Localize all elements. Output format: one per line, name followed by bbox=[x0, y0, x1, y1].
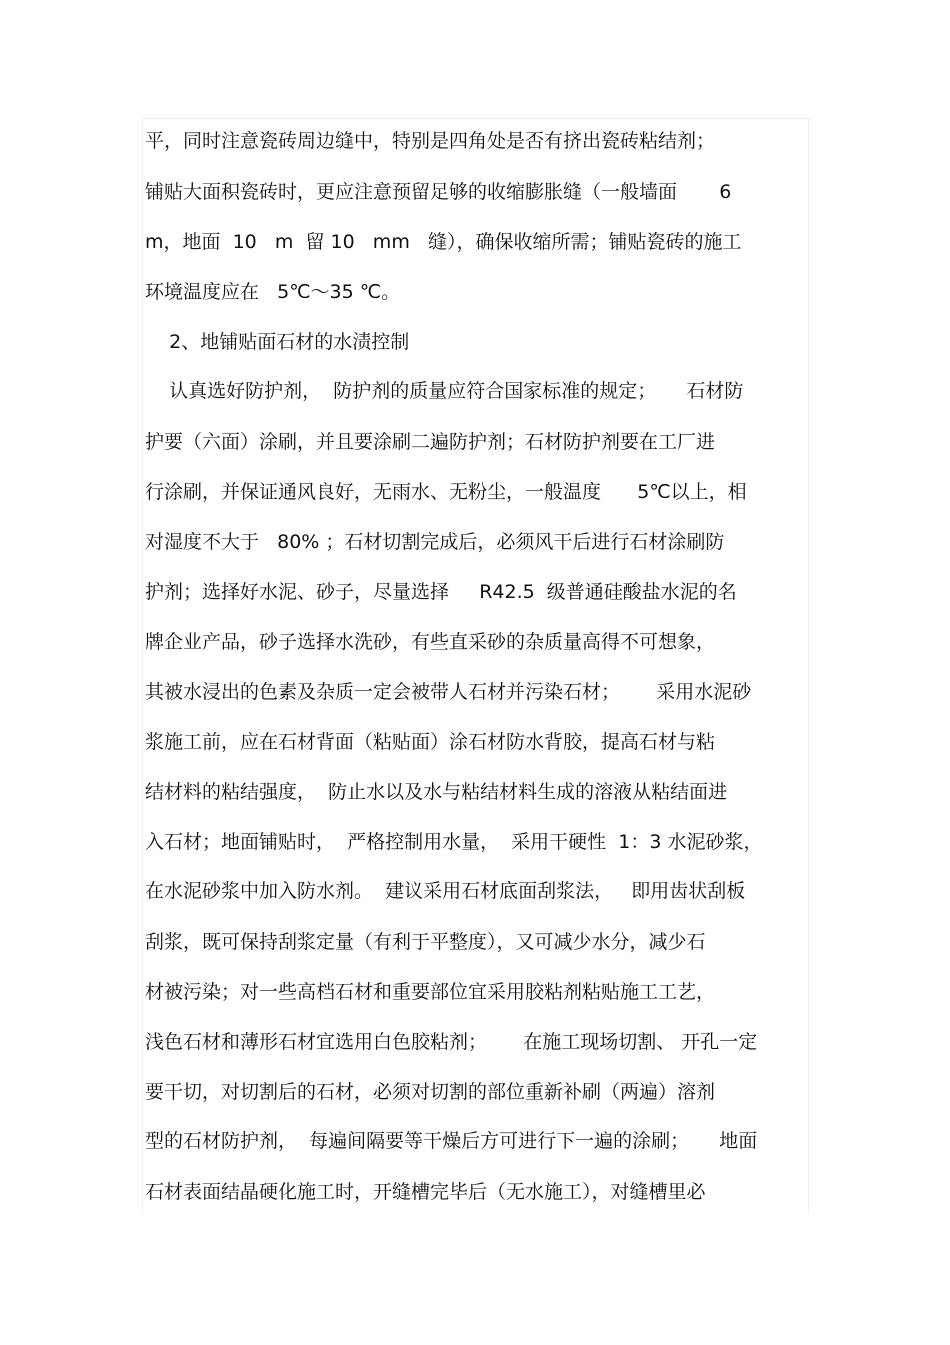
text-line: 石材表面结晶硬化施工时，开缝槽完毕后（无水施工），对缝槽里必 bbox=[145, 1181, 706, 1203]
text-line: 认真选好防护剂， 防护剂的质量应符合国家标准的规定； 石材防 bbox=[145, 380, 744, 402]
text-line: 刮浆，既可保持刮浆定量（有利于平整度），又可减少水分，减少石 bbox=[145, 931, 706, 953]
text-line: 环境温度应在 5℃～35 ℃。 bbox=[145, 281, 401, 303]
text-line: 牌企业产品，砂子选择水洗砂，有些直采砂的杂质量高得不可想象， bbox=[145, 631, 716, 653]
text-line: 型的石材防护剂， 每遍间隔要等干燥后方可进行下一遍的涂刷； 地面 bbox=[145, 1130, 758, 1152]
text-line: 入石材；地面铺贴时， 严格控制用水量， 采用干硬性 1：3 水泥砂浆， bbox=[145, 831, 763, 853]
section-heading: 2、地铺贴面石材的水渍控制 bbox=[145, 331, 410, 353]
text-line: 铺贴大面积瓷砖时，更应注意预留足够的收缩膨胀缝（一般墙面 6 bbox=[145, 181, 732, 203]
text-line: 结材料的粘结强度， 防止水以及水与粘结材料生成的溶液从粘结面进 bbox=[145, 781, 728, 803]
text-line: 在水泥砂浆中加入防水剂。 建议采用石材底面刮浆法， 即用齿状刮板 bbox=[145, 880, 746, 902]
text-line: 浅色石材和薄形石材宜选用白色胶粘剂； 在施工现场切割、 开孔一定 bbox=[145, 1031, 758, 1053]
text-line: 护剂；选择好水泥、砂子，尽量选择 R42.5 级普通硅酸盐水泥的名 bbox=[145, 581, 737, 603]
text-line: 护要（六面）涂刷，并且要涂刷二遍防护剂；石材防护剂要在工厂进 bbox=[145, 431, 716, 453]
text-line: 其被水浸出的色素及杂质一定会被带人石材并污染石材； 采用水泥砂 bbox=[145, 681, 752, 703]
text-line: 行涂刷，并保证通风良好，无雨水、无粉尘，一般温度 5℃以上，相 bbox=[145, 481, 747, 503]
text-line: 浆施工前，应在石材背面（粘贴面）涂石材防水背胶，提高石材与粘 bbox=[145, 731, 716, 753]
text-line: 要干切，对切割后的石材，必须对切割的部位重新补刷（两遍）溶剂 bbox=[145, 1081, 716, 1103]
text-line: m，地面 10 m 留 10 mm 缝），确保收缩所需；铺贴瓷砖的施工 bbox=[145, 231, 742, 253]
text-line: 对湿度不大于 80% ；石材切割完成后，必须风干后进行石材涂刷防 bbox=[145, 531, 725, 553]
text-line: 材被污染；对一些高档石材和重要部位宜采用胶粘剂粘贴施工工艺， bbox=[145, 981, 716, 1003]
text-line: 平，同时注意瓷砖周边缝中，特别是四角处是否有挤出瓷砖粘结剂； bbox=[145, 130, 716, 152]
